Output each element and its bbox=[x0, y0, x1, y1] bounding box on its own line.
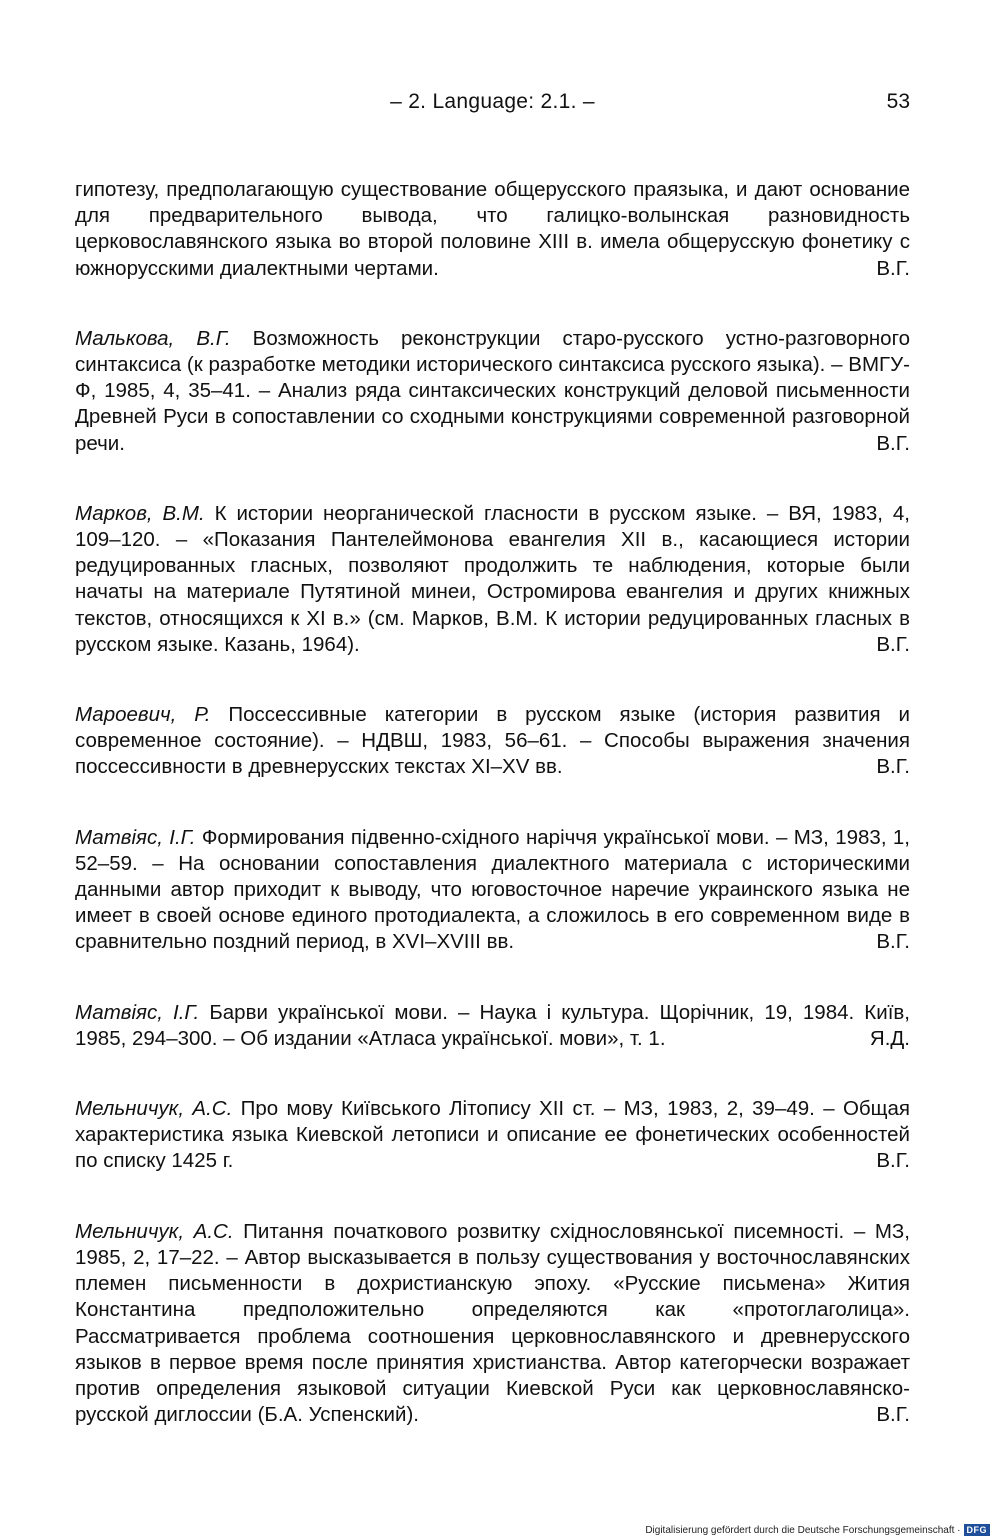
entry-author: Мельничук, А.С. bbox=[75, 1219, 234, 1243]
entry-text: Про мову Київського Літопису XII ст. – МЗ, 1983, 2, 39–49. – Общая характеристика языка Киевской летописи и описание ее фонетических особенностей по списку 1425 г. bbox=[75, 1097, 910, 1173]
reviewer-initials: В.Г. bbox=[876, 431, 910, 455]
entry-author: Мельничук, А.С. bbox=[75, 1097, 233, 1121]
bibliography-entry bbox=[75, 501, 910, 658]
running-head: – 2. Language: 2.1. – bbox=[390, 90, 595, 113]
dfg-logo: DFG bbox=[964, 1524, 991, 1536]
bibliography-entry bbox=[75, 1000, 910, 1052]
entry-text: Возможность реконструкции старо-русского устно-разговорного синтаксиса (к разработке методики исторического синтаксиса русского языка). – ВМГУ-Ф, 1985, 4, 35–41. – Анализ ряда синтаксических конструкций деловой письменности Древней Руси в сопоставлении со сходными конструкциями современной разговорной речи. bbox=[75, 326, 911, 455]
reviewer-initials: Я.Д. bbox=[869, 1026, 910, 1050]
digitization-credit bbox=[645, 1524, 990, 1536]
reviewer-initials: В.Г. bbox=[876, 1403, 910, 1427]
reviewer-initials: В.Г. bbox=[876, 930, 910, 954]
entry-text: гипотезу, предполагающую существование общерусского праязыка, и дают основание для предварительного вывода, что галицко-волынская разновидность церковославянского языка во второй половине XIII в. имела общерусскую фонетику с южнорусскими диалектными чертами. bbox=[75, 178, 910, 280]
entry-text: Питання початкового розвитку східнословянської писемності. – МЗ, 1985, 2, 17–22. – Автор высказывается в пользу существования у восточнославянских племен письменности в дохристианскую эпоху. «Русские письмена» Жития Константина предположительно определяются как «протоглаголица». Рассматривается проблема соотношения церковнославянского и древнерусского языков в первое время после принятия христианства. Автор категорчески возражает против определения языковой ситуации Киевской Руси как церковнославянско-русской диглоссии (Б.А. Успенский). bbox=[75, 1219, 911, 1427]
bibliography-entry bbox=[75, 702, 910, 781]
entry-text: К истории неорганической гласности в русском языке. – ВЯ, 1983, 4, 109–120. – «Показания Пантелеймонова евангелия XII в., касающиеся истории редуцированных гласных, позволяют продолжить те наблюдения, которые были начаты на материале Путятиной минеи, Остромирова евангелия и других книжных текстов, относящихся к XI в.» (см. Марков, В.М. К истории редуцированных гласных в русском языке. Казань, 1964). bbox=[75, 501, 910, 656]
page-number: 53 bbox=[886, 90, 910, 113]
bibliography-entry bbox=[75, 326, 910, 457]
credit-text: Digitalisierung gefördert durch die Deutsche Forschungsgemeinschaft · bbox=[645, 1524, 961, 1536]
entry-author: Малькова, В.Г. bbox=[75, 326, 231, 350]
reviewer-initials: В.Г. bbox=[876, 1149, 910, 1173]
bibliography-entry bbox=[75, 1219, 910, 1429]
bibliography-entry bbox=[75, 1096, 910, 1175]
bibliography-entry bbox=[75, 177, 910, 282]
entry-author: Матвіяс, І.Г. bbox=[75, 1000, 200, 1024]
bibliography-entry bbox=[75, 825, 910, 956]
reviewer-initials: В.Г. bbox=[876, 256, 910, 280]
bibliography-content bbox=[75, 177, 910, 1472]
page-header bbox=[75, 90, 910, 124]
entry-text: Поссессивные категории в русском языке (история развития и современное состояние). – НДВШ, 1983, 56–61. – Способы выражения значения поссессивности в древнерусских текстах XI–XV вв. bbox=[75, 703, 910, 779]
entry-author: Матвіяс, І.Г. bbox=[75, 825, 196, 849]
entry-author: Марков, В.М. bbox=[75, 501, 205, 525]
entry-text: Барви української мови. – Наука і культура. Щорічник, 19, 1984. Київ, 1985, 294–300. – Об издании «Атласа української. мови», т. 1. bbox=[75, 1000, 910, 1050]
reviewer-initials: В.Г. bbox=[876, 755, 910, 779]
reviewer-initials: В.Г. bbox=[876, 632, 910, 656]
entry-author: Мароевич, Р. bbox=[75, 703, 211, 727]
entry-text: Формирования підвенно-східного наріччя української мови. – МЗ, 1983, 1, 52–59. – На основании сопоставления диалектного материала с историческими данными автор приходит к выводу, что юговосточное наречие украинского языка не имеет в своей основе единого протодиалекта, а сложилось в его современном виде в сравнительно поздний период, в XVI–XVIII вв. bbox=[75, 825, 910, 954]
